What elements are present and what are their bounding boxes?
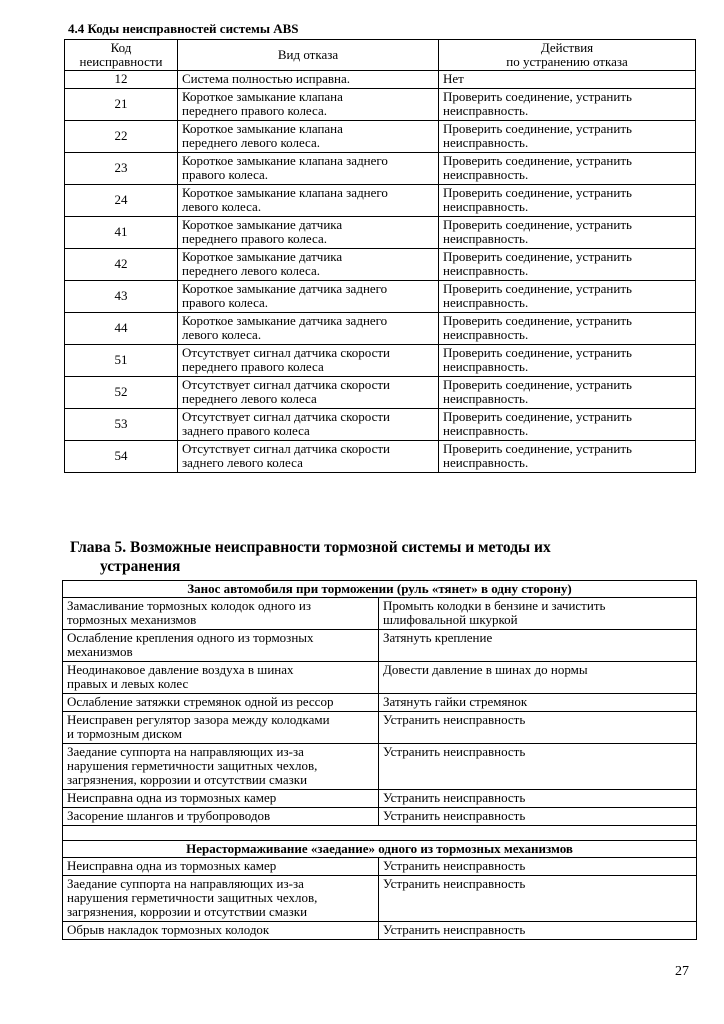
action-line: Проверить соединение, устранить xyxy=(443,217,632,232)
cause-line: и тормозным диском xyxy=(67,726,183,741)
action-cell xyxy=(439,217,696,249)
action-line: Проверить соединение, устранить xyxy=(443,153,632,168)
remedy-cell xyxy=(379,598,697,630)
table-row xyxy=(65,409,696,441)
cause-line: Неисправна одна из тормозных камер xyxy=(67,790,277,805)
remedy-cell xyxy=(379,662,697,694)
table-row xyxy=(65,377,696,409)
remedy-line: шлифовальной шкуркой xyxy=(383,612,518,627)
table-row xyxy=(63,662,697,694)
failure-cell xyxy=(178,185,439,217)
failure-line: Короткое замыкание датчика xyxy=(182,249,343,264)
table-row xyxy=(63,858,697,876)
failure-line: Отсутствует сигнал датчика скорости xyxy=(182,377,390,392)
remedy-cell xyxy=(379,922,697,940)
action-line: Проверить соединение, устранить xyxy=(443,89,632,104)
section-header-row xyxy=(63,841,697,858)
remedy-cell xyxy=(379,712,697,744)
header-failure: Вид отказа xyxy=(178,40,439,71)
failure-line: Короткое замыкание датчика заднего xyxy=(182,281,388,296)
table-row xyxy=(65,71,696,89)
table-row xyxy=(63,876,697,922)
cause-line: Неодинаковое давление воздуха в шинах xyxy=(67,662,294,677)
fault-code: 24 xyxy=(65,185,178,217)
remedy-line: Устранить неисправность xyxy=(383,808,526,823)
cause-cell xyxy=(63,858,379,876)
failure-line: переднего левого колеса. xyxy=(182,263,321,278)
cause-cell xyxy=(63,922,379,940)
fault-code: 54 xyxy=(65,441,178,473)
failure-line: Отсутствует сигнал датчика скорости xyxy=(182,409,390,424)
table-row xyxy=(65,153,696,185)
table-row xyxy=(63,808,697,826)
cause-cell xyxy=(63,790,379,808)
fault-code: 41 xyxy=(65,217,178,249)
table-row xyxy=(63,744,697,790)
remedy-cell xyxy=(379,790,697,808)
table-row xyxy=(63,712,697,744)
fault-code: 12 xyxy=(65,71,178,89)
header-code xyxy=(65,40,178,71)
remedy-line: Устранить неисправность xyxy=(383,922,526,937)
remedy-line: Устранить неисправность xyxy=(383,790,526,805)
action-line: неисправность. xyxy=(443,167,529,182)
remedy-cell xyxy=(379,694,697,712)
fault-code: 51 xyxy=(65,345,178,377)
header-action-line: Действия xyxy=(540,40,594,55)
fault-code: 44 xyxy=(65,313,178,345)
brake-faults-table xyxy=(62,580,697,940)
remedy-cell xyxy=(379,808,697,826)
cause-line: нарушения герметичности защитных чехлов, xyxy=(67,890,318,905)
failure-line: левого колеса. xyxy=(182,327,262,342)
cause-line: правых и левых колес xyxy=(67,676,189,691)
cause-line: тормозных механизмов xyxy=(67,612,197,627)
cause-line: Ослабление крепления одного из тормозных xyxy=(67,630,314,645)
table-row xyxy=(65,281,696,313)
action-line: неисправность. xyxy=(443,103,529,118)
action-line: Проверить соединение, устранить xyxy=(443,281,632,296)
abs-codes-table xyxy=(64,39,696,473)
action-line: Проверить соединение, устранить xyxy=(443,345,632,360)
fault-code: 21 xyxy=(65,89,178,121)
table-row xyxy=(65,89,696,121)
fault-code: 42 xyxy=(65,249,178,281)
failure-cell xyxy=(178,345,439,377)
remedy-line: Устранить неисправность xyxy=(383,744,526,759)
remedy-line: Устранить неисправность xyxy=(383,876,526,891)
action-line: неисправность. xyxy=(443,455,529,470)
cause-cell xyxy=(63,598,379,630)
action-line: Проверить соединение, устранить xyxy=(443,121,632,136)
failure-line: Короткое замыкание клапана xyxy=(182,121,343,136)
remedy-line: Затянуть крепление xyxy=(383,630,493,645)
failure-line: переднего левого колеса xyxy=(182,391,317,406)
action-cell xyxy=(439,249,696,281)
spacer-row xyxy=(63,826,697,841)
failure-line: Отсутствует сигнал датчика скорости xyxy=(182,441,390,456)
chapter-title-line: Глава 5. Возможные неисправности тормозной системы и методы их xyxy=(70,539,551,556)
action-line: Проверить соединение, устранить xyxy=(443,377,632,392)
action-line: Проверить соединение, устранить xyxy=(443,249,632,264)
remedy-cell xyxy=(379,630,697,662)
fault-code: 52 xyxy=(65,377,178,409)
cause-line: Заедание суппорта на направляющих из-за xyxy=(67,744,304,759)
failure-line: Короткое замыкание датчика заднего xyxy=(182,313,388,328)
table-row xyxy=(65,217,696,249)
action-cell xyxy=(439,377,696,409)
action-line: неисправность. xyxy=(443,263,529,278)
cause-line: нарушения герметичности защитных чехлов, xyxy=(67,758,318,773)
action-cell xyxy=(439,153,696,185)
action-cell xyxy=(439,313,696,345)
failure-cell xyxy=(178,281,439,313)
failure-cell xyxy=(178,409,439,441)
cause-line: Ослабление затяжки стремянок одной из рессор xyxy=(67,694,334,709)
action-cell xyxy=(439,89,696,121)
fault-code: 22 xyxy=(65,121,178,153)
spacer-cell xyxy=(63,826,697,841)
failure-line: Короткое замыкание клапана xyxy=(182,89,343,104)
cause-cell xyxy=(63,744,379,790)
action-line: неисправность. xyxy=(443,231,529,246)
action-cell xyxy=(439,281,696,313)
failure-cell xyxy=(178,441,439,473)
action-line: неисправность. xyxy=(443,135,529,150)
failure-line: переднего правого колеса. xyxy=(182,103,327,118)
failure-line: Короткое замыкание клапана заднего xyxy=(182,185,388,200)
header-code-line: неисправности xyxy=(79,54,163,69)
header-action-line: по устранению отказа xyxy=(506,54,628,69)
failure-line: левого колеса. xyxy=(182,199,262,214)
remedy-cell xyxy=(379,858,697,876)
cause-cell xyxy=(63,712,379,744)
action-line: неисправность. xyxy=(443,391,529,406)
failure-line: Система полностью исправна. xyxy=(182,71,350,86)
cause-line: Замасливание тормозных колодок одного из xyxy=(67,598,312,613)
action-line: Проверить соединение, устранить xyxy=(443,185,632,200)
action-line: неисправность. xyxy=(443,295,529,310)
failure-cell xyxy=(178,71,439,89)
action-cell xyxy=(439,121,696,153)
fault-code: 43 xyxy=(65,281,178,313)
failure-cell xyxy=(178,121,439,153)
remedy-cell xyxy=(379,876,697,922)
table-row xyxy=(63,922,697,940)
cause-cell xyxy=(63,808,379,826)
action-cell xyxy=(439,185,696,217)
table-row xyxy=(63,790,697,808)
failure-cell xyxy=(178,153,439,185)
action-line: Проверить соединение, устранить xyxy=(443,441,632,456)
action-cell xyxy=(439,441,696,473)
action-line: неисправность. xyxy=(443,423,529,438)
cause-line: механизмов xyxy=(67,644,133,659)
table-header-row xyxy=(65,40,696,71)
failure-line: заднего правого колеса xyxy=(182,423,310,438)
cause-line: загрязнения, коррозии и отсутствии смазки xyxy=(67,772,308,787)
table-row xyxy=(63,694,697,712)
table-row xyxy=(65,441,696,473)
failure-cell xyxy=(178,377,439,409)
action-cell xyxy=(439,345,696,377)
cause-line: Обрыв накладок тормозных колодок xyxy=(67,922,270,937)
cause-line: загрязнения, коррозии и отсутствии смазки xyxy=(67,904,308,919)
failure-line: правого колеса. xyxy=(182,295,269,310)
chapter-title xyxy=(70,538,690,576)
action-cell xyxy=(439,409,696,441)
failure-line: Короткое замыкание датчика xyxy=(182,217,343,232)
table-row xyxy=(65,313,696,345)
remedy-line: Довести давление в шинах до нормы xyxy=(383,662,588,677)
failure-line: заднего левого колеса xyxy=(182,455,303,470)
cause-line: Неисправен регулятор зазора между колодками xyxy=(67,712,330,727)
table-row xyxy=(65,249,696,281)
page-number: 27 xyxy=(675,964,689,979)
cause-line: Засорение шлангов и трубопроводов xyxy=(67,808,271,823)
table-row xyxy=(65,121,696,153)
failure-cell xyxy=(178,313,439,345)
remedy-cell xyxy=(379,744,697,790)
action-line: Нет xyxy=(443,71,464,86)
header-code-line: Код xyxy=(110,40,132,55)
action-cell xyxy=(439,71,696,89)
chapter-title-line: устранения xyxy=(100,558,181,575)
section-title: Нерастормаживание «заедание» одного из тормозных механизмов xyxy=(63,841,697,858)
action-line: Проверить соединение, устранить xyxy=(443,409,632,424)
cause-line: Неисправна одна из тормозных камер xyxy=(67,858,277,873)
failure-line: переднего левого колеса. xyxy=(182,135,321,150)
section-title-abs-codes: 4.4 Коды неисправностей системы ABS xyxy=(68,21,299,36)
section-header-row xyxy=(63,581,697,598)
remedy-line: Устранить неисправность xyxy=(383,858,526,873)
failure-line: Отсутствует сигнал датчика скорости xyxy=(182,345,390,360)
table-row xyxy=(65,185,696,217)
table-row xyxy=(63,598,697,630)
cause-cell xyxy=(63,630,379,662)
table-row xyxy=(65,345,696,377)
failure-line: переднего правого колеса. xyxy=(182,231,327,246)
action-line: неисправность. xyxy=(443,359,529,374)
remedy-line: Затянуть гайки стремянок xyxy=(383,694,528,709)
failure-cell xyxy=(178,249,439,281)
remedy-line: Устранить неисправность xyxy=(383,712,526,727)
section-title: Занос автомобиля при торможении (руль «тянет» в одну сторону) xyxy=(63,581,697,598)
cause-cell xyxy=(63,662,379,694)
failure-line: правого колеса. xyxy=(182,167,269,182)
remedy-line: Промыть колодки в бензине и зачистить xyxy=(383,598,606,613)
action-line: неисправность. xyxy=(443,327,529,342)
fault-code: 23 xyxy=(65,153,178,185)
cause-line: Заедание суппорта на направляющих из-за xyxy=(67,876,304,891)
action-line: неисправность. xyxy=(443,199,529,214)
failure-line: Короткое замыкание клапана заднего xyxy=(182,153,388,168)
failure-cell xyxy=(178,89,439,121)
cause-cell xyxy=(63,694,379,712)
failure-cell xyxy=(178,217,439,249)
failure-line: переднего правого колеса xyxy=(182,359,324,374)
table-row xyxy=(63,630,697,662)
fault-code: 53 xyxy=(65,409,178,441)
header-action xyxy=(439,40,696,71)
action-line: Проверить соединение, устранить xyxy=(443,313,632,328)
cause-cell xyxy=(63,876,379,922)
